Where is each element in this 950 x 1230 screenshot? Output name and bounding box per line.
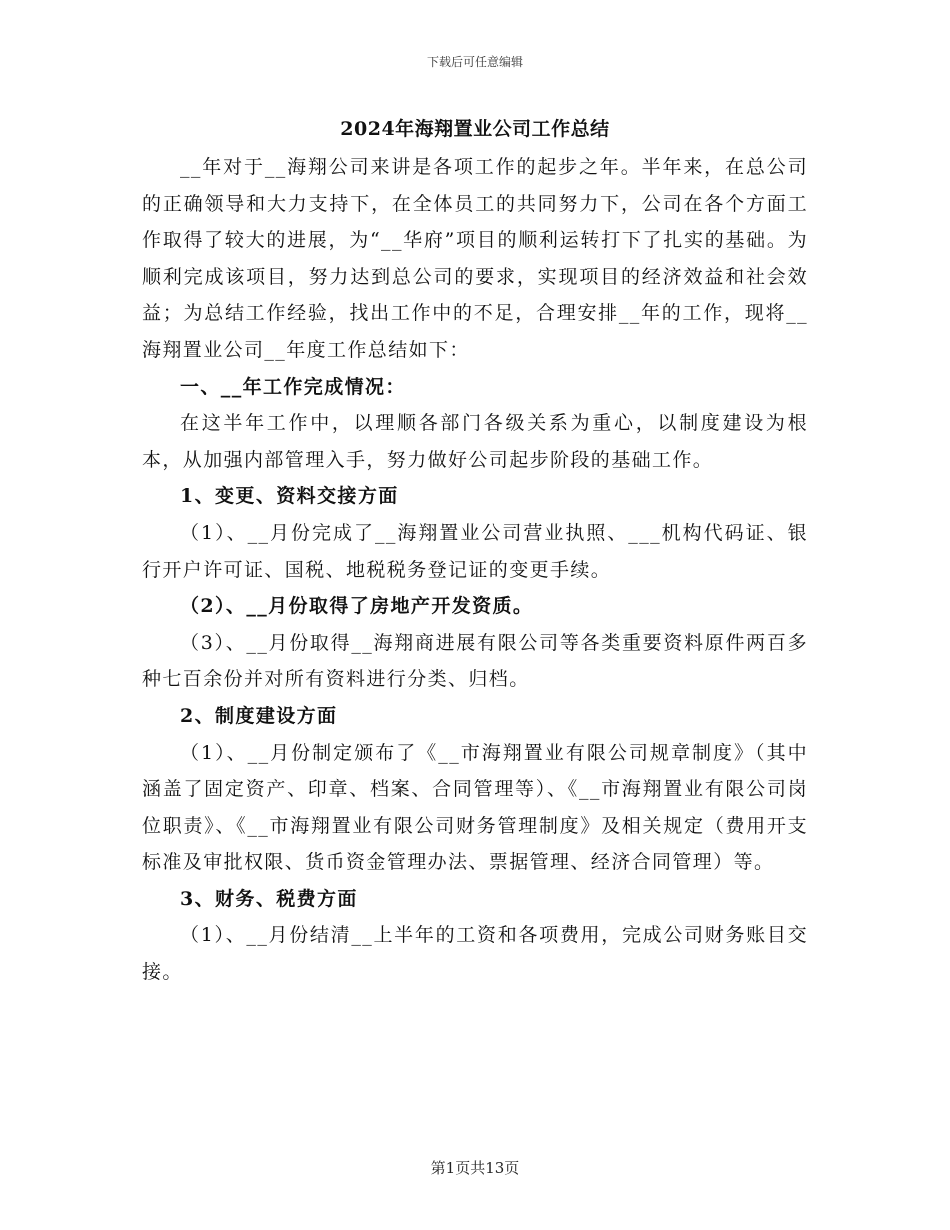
subsection-heading-handover: 1、变更、资料交接方面 bbox=[180, 485, 399, 508]
document-body bbox=[142, 149, 808, 991]
document-title: 2024年海翔置业公司工作总结 bbox=[340, 118, 610, 140]
section-heading-1: 一、__年工作完成情况： bbox=[180, 375, 406, 398]
intro-paragraph: __年对于__海翔公司来讲是各项工作的起步之年。半年来，在总公司的正确领导和大力支持下，在全体员工的共同努力下，公司在各个方面工作取得了较大的进展，为“__华府”项目的顺利运转打下了扎实的基础。为顺利完成该项目，努力达到总公司的要求，实现项目的经济效益和社会效益；为总结工作经验，找出工作中的不足，合理安排__年的工作，现将__海翔置业公司__年度工作总结如下： bbox=[142, 156, 808, 361]
header-note: 下载后可任意编辑 bbox=[426, 55, 523, 69]
finance-item-1: （1）、__月份结清__上半年的工资和各项费用，完成公司财务账目交接。 bbox=[142, 924, 808, 984]
page-footer: 第1页共13页 bbox=[430, 1159, 520, 1177]
handover-item-1: （1）、__月份完成了__海翔置业公司营业执照、___机构代码证、银行开户许可证、国税、地税税务登记证的变更手续。 bbox=[142, 521, 808, 581]
subsection-heading-system: 2、制度建设方面 bbox=[180, 704, 338, 727]
section-1-paragraph: 在这半年工作中，以理顺各部门各级关系为重心，以制度建设为根本，从加强内部管理入手，努力做好公司起步阶段的基础工作。 bbox=[142, 412, 808, 471]
subsection-heading-finance: 3、财务、税费方面 bbox=[180, 887, 358, 910]
system-item-1: （1）、__月份制定颁布了《__市海翔置业有限公司规章制度》（其中涵盖了固定资产、印章、档案、合同管理等）、《__市海翔置业有限公司岗位职责》、《__市海翔置业有限公司财务管理制度》及相关规定（费用开支标准及审批权限、货币资金管理办法、票据管理、经济合同管理）等。 bbox=[142, 741, 808, 874]
handover-item-2: （2）、__月份取得了房地产开发资质。 bbox=[180, 595, 534, 618]
handover-item-3: （3）、__月份取得__海翔商进展有限公司等各类重要资料原件两百多种七百余份并对所有资料进行分类、归档。 bbox=[142, 631, 808, 691]
